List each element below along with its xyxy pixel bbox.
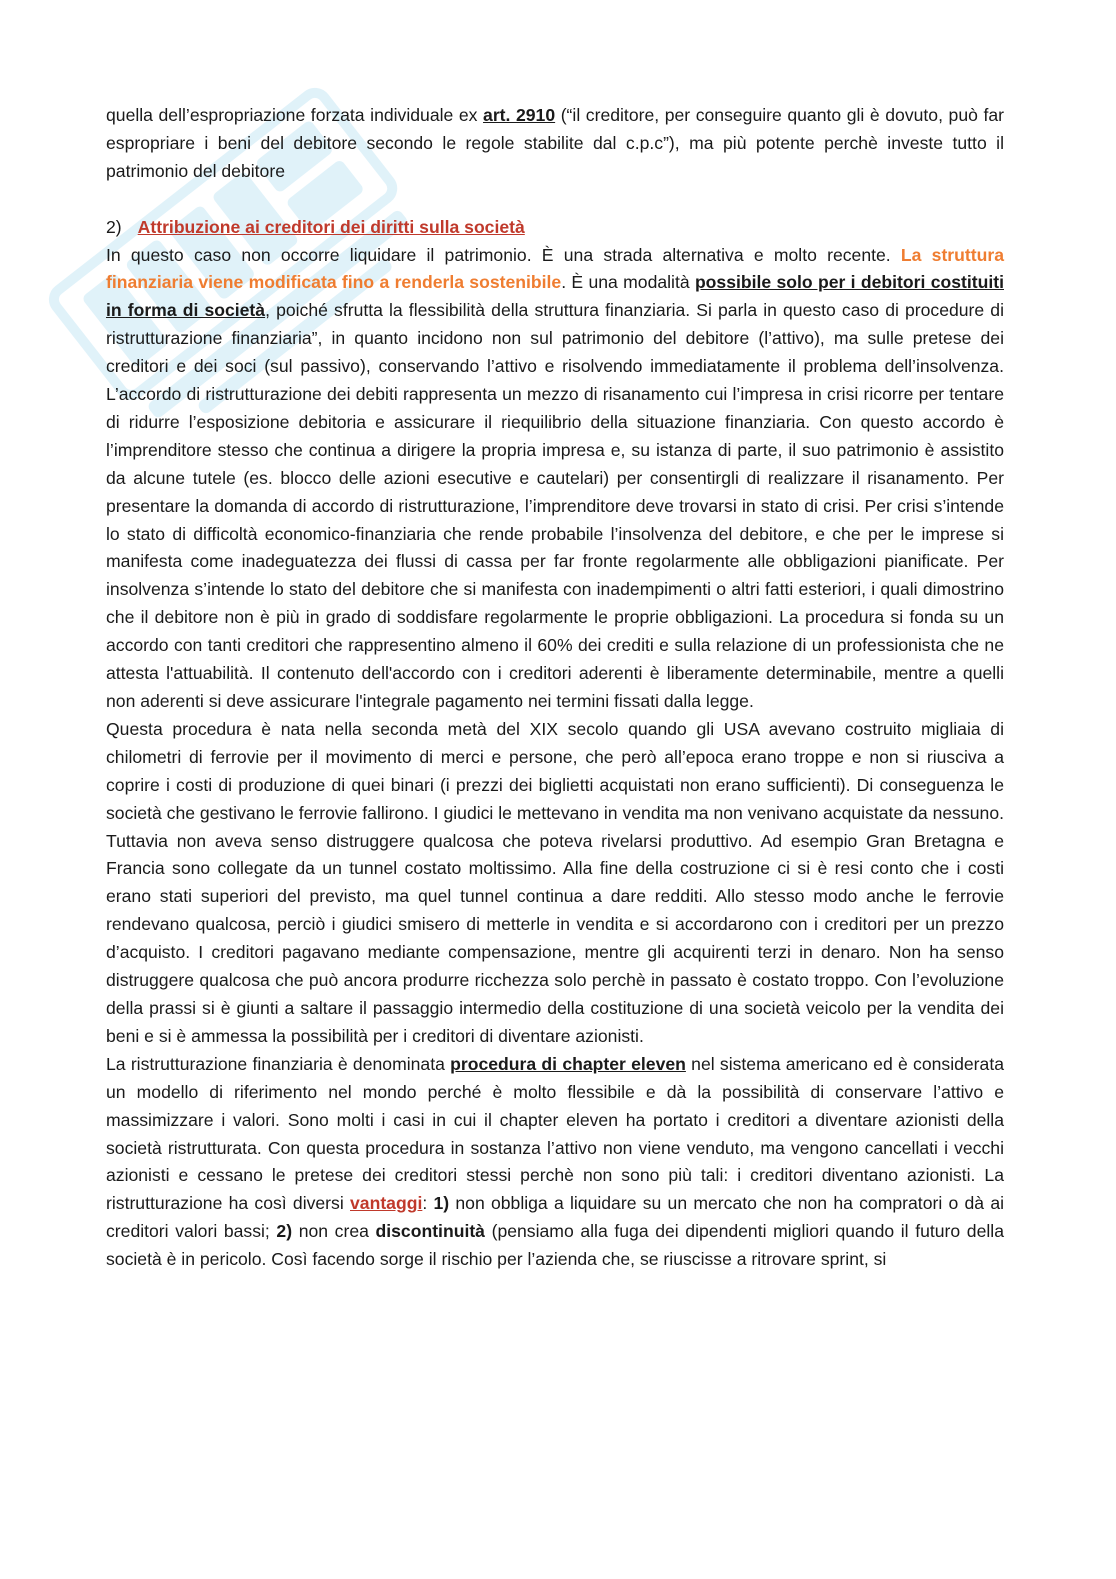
text-run: Questa procedura è nata nella seconda metà del XIX secolo quando gli USA avevano costruito migliaia di chilometri di ferrovie per il movimento di merci e persone, che però all’epoca erano troppe e non si riusciva a coprire i costi di produzione di quei binari (i prezzi dei biglietti acquistati non erano sufficienti). Di conseguenza le società che gestivano le ferrovie fallirono. I giudici le mettevano in vendita ma non venivano acquistate da nessuno. Tuttavia non aveva senso distruggere qualcosa che poteva rivelarsi produttivo. Ad esempio Gran Bretagna e Francia sono collegate da un tunnel costato moltissimo. Alla fine della costruzione ci si è resi conto che i costi erano stati superiori del previsto, ma quel tunnel continua a dare redditi. Allo stesso modo anche le ferrovie rendevano qualcosa, perciò i giudici smisero di metterle in vendita e si accordarono con i creditori per un prezzo d’acquisto. I creditori pagavano mediante compensazione, mentre gli acquirenti terzi in denaro. Non ha senso distruggere qualcosa che può ancora produrre ricchezza solo perchè in passato è costato troppo. Con l’evoluzione della prassi si è giunti a saltare il passaggio intermedio della costituzione di una società veicolo per la vendita dei beni e si è ammessa la possibilità per i creditori di diventare azionisti. [106, 718, 1004, 1046]
paragraph-2 [106, 242, 1004, 716]
paragraph-3 [106, 716, 1004, 1051]
text-run: . È una modalità [561, 272, 695, 293]
paragraph-gap [106, 186, 1004, 214]
list-number: 2) [276, 1221, 293, 1242]
text-run: , poiché sfrutta la flessibilità della struttura finanziaria. Si parla in questo caso di procedure di ristrutturazione finanziaria”, in quanto incidono non sul patrimonio del debitore (l’attivo), ma sulle pretese dei creditori e dei soci (sul passivo), conservando l’attivo e risolvendo immediatamente il problema dell’insolvenza. L’accordo di ristrutturazione dei debiti rappresenta un mezzo di risanamento cui l’impresa in crisi ricorre per tentare di ridurre l’esposizione debitoria e assicurare il riequilibrio della situazione finanziaria. Con questo accordo è l’imprenditore stesso che continua a dirigere la propria impresa e, su istanza di parte, il suo patrimonio è assistito da alcune tutele (es. blocco delle azioni esecutive e cautelari) per consentirgli di realizzare il risanamento. Per presentare la domanda di accordo di ristrutturazione, l’imprenditore deve trovarsi in stato di crisi. Per crisi s’intende lo stato di difficoltà economico-finanziaria che rende probabile l’insolvenza del debitore, e che per le imprese si manifesta come inadeguatezza dei flussi di cassa per far fronte regolarmente alle obbligazioni pianificate. Per insolvenza s’intende lo stato del debitore che si manifesta con inadempimenti o altri fatti esteriori, i quali dimostrino che il debitore non è più in grado di soddisfare regolarmente le proprie obbligazioni. La procedura si fonda su un accordo con tanti creditori che rappresentino almeno il 60% dei crediti e sulla relazione di un professionista che ne attesta l'attuabilità. Il contenuto dell'accordo con i creditori aderenti è liberamente determinabile, mentre a quelli non aderenti si deve assicurare l'integrale pagamento nei termini fissati dalla legge. [106, 300, 1004, 712]
text-run: nel sistema americano ed è considerata un modello di riferimento nel mondo perché è molto flessibile e dà la possibilità di conservare l’attivo e massimizzare i valori. Sono molti i casi in cui il chapter eleven ha portato i creditori a diventare azionisti della società ristrutturata. Con questa procedura in sostanza l’attivo non viene venduto, ma vengono cancellati i vecchi azionisti e cessano le pretese dei creditori stessi perchè non sono più tali: i creditori diventano azionisti. La ristrutturazione ha così diversi [106, 1053, 1004, 1214]
list-number: 1) [433, 1193, 450, 1214]
text-run: (pensiamo alla fuga dei dipendenti migliori quando il futuro della società è in pericolo. Così facendo sorge il rischio per l’azienda che, se riuscisse a ritrovare sprint, si [106, 1221, 1004, 1270]
highlight-red: vantaggi [350, 1193, 423, 1214]
article-reference: art. 2910 [483, 105, 556, 125]
section-title: Attribuzione ai creditori dei diritti sulla società [137, 216, 525, 237]
text-run: non obbliga a liquidare su un mercato che non ha compratori o dà ai creditori valori bassi; [106, 1193, 1005, 1242]
section-heading [106, 214, 1004, 242]
paragraph-4 [106, 1051, 1004, 1274]
highlight-orange: La struttura finanziaria viene modificata fino a renderla sostenibile [106, 244, 1004, 293]
text-run: : [422, 1193, 434, 1214]
emphasis-underlined: procedura di chapter eleven [450, 1053, 686, 1074]
text-run: quella dell’espropriazione forzata individuale ex [106, 105, 484, 125]
text-run: non crea [292, 1221, 376, 1242]
emphasis-bold: discontinuità [375, 1221, 485, 1242]
document-body [106, 102, 1004, 1274]
text-run: La ristrutturazione finanziaria è denominata [106, 1053, 451, 1074]
section-number: 2) [106, 216, 122, 237]
emphasis-underlined: possibile solo per i debitori costituiti in forma di società [106, 272, 1004, 321]
text-run: (“il creditore, per conseguire quanto gli è dovuto, può far espropriare i beni del debitore secondo le regole stabilite dal c.p.c”), ma più potente perchè investe tutto il patrimonio del debitore [106, 105, 1004, 181]
text-run: In questo caso non occorre liquidare il patrimonio. È una strada alternativa e molto recente. [106, 244, 901, 265]
paragraph-1 [106, 102, 1004, 186]
